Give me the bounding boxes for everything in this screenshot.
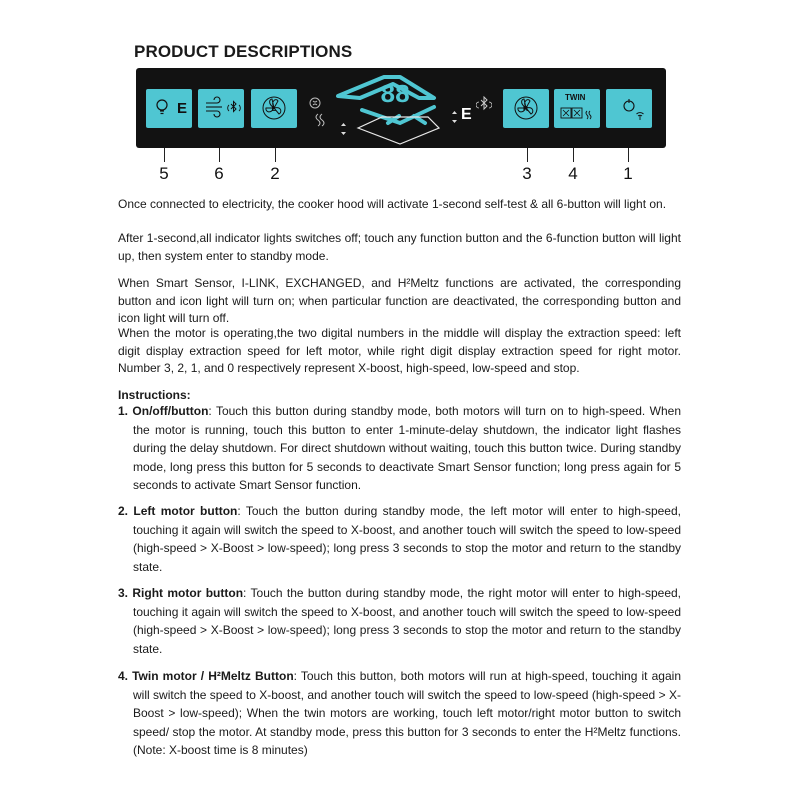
- twin-fans-icon: [554, 89, 600, 128]
- wind-button[interactable]: [198, 89, 244, 128]
- instruction-2: [118, 502, 681, 576]
- instructions-heading: Instructions:: [118, 388, 191, 402]
- instruction-2-label: 2. Left motor button: [118, 504, 238, 518]
- instruction-3: [118, 584, 681, 658]
- paragraph-functions: When Smart Sensor, I-LINK, EXCHANGED, and H²Meltz functions are activated, the corresponding button and icon light will turn on; when particular function are deactivated, the corresponding button and icon light will turn off.: [118, 276, 681, 325]
- callout-3: 3: [522, 164, 532, 183]
- instruction-4: [118, 667, 681, 760]
- callout-1: 1: [623, 164, 633, 183]
- callout-5: 5: [159, 164, 169, 183]
- bluetooth-icon: [476, 96, 492, 112]
- instruction-1-text: : Touch this button during standby mode, both motors will turn on to high-speed. When the motor is running, touch this button to enter 1-minute-delay shutdown, the indicator light flashes during the delay shutdown. For direct shutdown without waiting, touch this button twice. During standby mode, long press this button for 5 seconds to deactivate Smart Sensor function; long press again for 5 seconds to activate Smart Sensor function.: [133, 404, 681, 492]
- paragraph-standby: After 1-second,all indicator lights switches off; touch any function button and the 6-function button will light up, then system enter to standby mode.: [118, 231, 681, 263]
- callout-4: 4: [568, 164, 578, 183]
- callout-line-2: [275, 148, 276, 162]
- power-icon: [606, 89, 652, 128]
- right-fan-icon: [503, 89, 549, 128]
- callout-line-1: [628, 148, 629, 162]
- svg-text:L: L: [271, 106, 276, 113]
- instruction-1: [118, 402, 681, 495]
- svg-text:R: R: [523, 106, 529, 113]
- right-motor-button[interactable]: [503, 89, 549, 128]
- indicator-e-right: E: [461, 106, 472, 123]
- right-arrows-icon: [452, 111, 457, 123]
- callout-6: 6: [214, 164, 224, 183]
- instruction-4-text: : Touch this button, both motors will run at high-speed, touching it again will switch the speed to X-boost, and another touch will switch the speed to low-speed (high-speed > X-Boost > low-speed); When the twin motors are working, touch left motor/right motor button to switch speed/ stop the motor. At standby mode, press this button for 3 seconds to enter the H²Meltz functions. (Note: X-boost time is 8 minutes): [133, 669, 681, 757]
- light-button[interactable]: [146, 89, 192, 128]
- wind-bluetooth-icon: [198, 89, 244, 128]
- indicator-e-left: E: [177, 100, 188, 117]
- speed-display-digits: 88: [380, 80, 410, 110]
- paragraph-self-test: Once connected to electricity, the cooker hood will activate 1-second self-test & all 6-button will light on.: [118, 197, 667, 211]
- callout-line-4: [573, 148, 574, 162]
- power-button[interactable]: [606, 89, 652, 128]
- instruction-3-label: 3. Right motor button: [118, 586, 244, 600]
- callout-line-5: [164, 148, 165, 162]
- page-title: PRODUCT DESCRIPTIONS: [134, 42, 353, 61]
- callout-2: 2: [270, 164, 280, 183]
- control-panel: [136, 68, 666, 148]
- instruction-2-text: : Touch the button during standby mode, the left motor will enter to high-speed, touching it again will switch the speed to X-boost, and another touch will switch the speed to low-speed (high-speed > X-Boost > low-speed); long press 3 seconds to stop the motor and return to the standby state.: [133, 504, 681, 574]
- instruction-4-label: 4. Twin motor / H²Meltz Button: [118, 669, 294, 683]
- left-motor-button[interactable]: [251, 89, 297, 128]
- callout-line-6: [219, 148, 220, 162]
- callout-line-3: [527, 148, 528, 162]
- twin-button[interactable]: [554, 89, 600, 128]
- instruction-1-label: 1. On/off/button: [118, 404, 209, 418]
- twin-label: TWIN: [565, 93, 586, 102]
- paragraph-motor-display: When the motor is operating,the two digital numbers in the middle will display the extraction speed: left digit display extraction speed for left motor, while right digit display extraction speed for right motor. Number 3, 2, 1, and 0 respectively represent X-boost, high-speed, low-speed and stop.: [118, 326, 681, 375]
- fume-sensor-icon: [310, 98, 324, 126]
- left-arrows-icon: [341, 123, 346, 135]
- instruction-3-text: : Touch the button during standby mode, the right motor will enter to high-speed, touching it again will switch the speed to X-boost, and another touch will switch the speed to low-speed (high-speed > X-Boost > low-speed); long press 3 seconds to stop the motor and return to the standby state.: [133, 586, 681, 656]
- left-fan-icon: [251, 89, 297, 128]
